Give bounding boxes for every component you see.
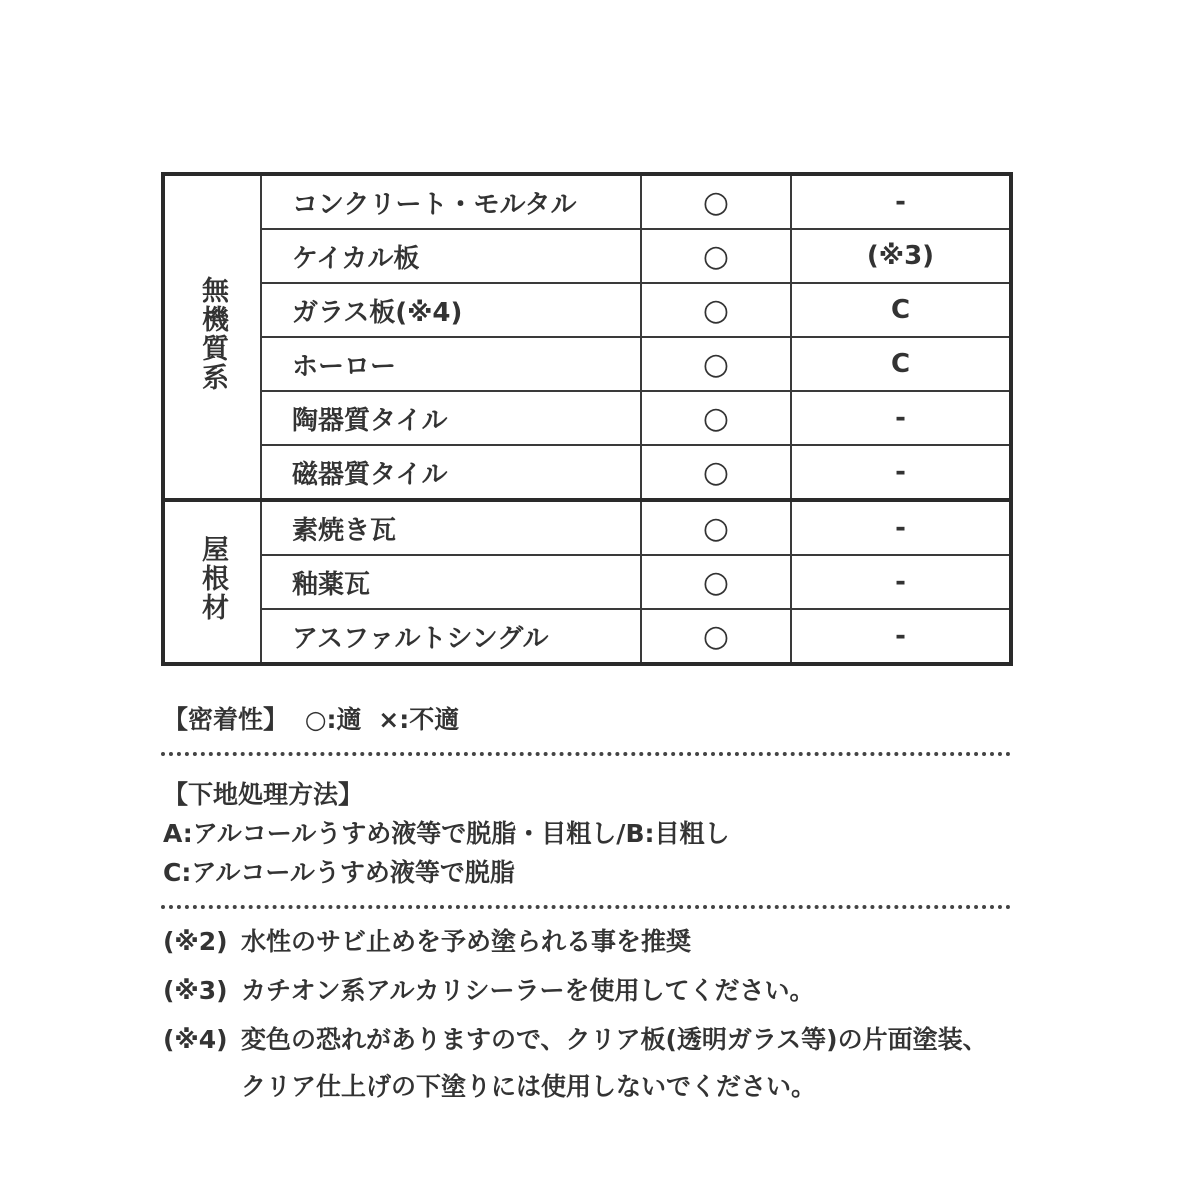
footnote bbox=[163, 974, 988, 1008]
table-row bbox=[163, 174, 1011, 229]
footnote-text: クリア仕上げの下塗りには使用しないでください。 bbox=[241, 1072, 817, 1101]
material-name: 素焼き瓦 bbox=[261, 500, 641, 555]
table-row bbox=[163, 445, 1011, 500]
footnote bbox=[163, 1023, 988, 1104]
prep-method: - bbox=[791, 500, 1011, 555]
adhesion-mark: ○ bbox=[641, 555, 791, 609]
adhesion-mark: ○ bbox=[641, 500, 791, 555]
footnote-key: (※3) bbox=[163, 976, 228, 1005]
table-row bbox=[163, 391, 1011, 445]
prep-method: - bbox=[791, 555, 1011, 609]
material-name: ケイカル板 bbox=[261, 229, 641, 283]
prep-method: - bbox=[791, 609, 1011, 664]
adhesion-mark: ○ bbox=[641, 445, 791, 500]
material-name: ホーロー bbox=[261, 337, 641, 391]
adhesion-mark: ○ bbox=[641, 229, 791, 283]
footnote-text: カチオン系アルカリシーラーを使用してください。 bbox=[241, 976, 815, 1005]
prep-method-line: A:アルコールうすめ液等で脱脂・目粗し/B:目粗し bbox=[163, 819, 730, 848]
table-row bbox=[163, 555, 1011, 609]
prep-method: C bbox=[791, 283, 1011, 337]
material-name: 釉薬瓦 bbox=[261, 555, 641, 609]
material-name: コンクリート・モルタル bbox=[261, 174, 641, 229]
material-name: 陶器質タイル bbox=[261, 391, 641, 445]
footnote bbox=[163, 925, 988, 959]
legend-suitable: ○:適 bbox=[304, 705, 362, 734]
table-row bbox=[163, 500, 1011, 555]
legend-title: 【密着性】 bbox=[163, 705, 289, 734]
dotted-divider bbox=[161, 905, 1011, 909]
footnotes bbox=[163, 925, 988, 1119]
legend-unsuitable: ×:不適 bbox=[378, 705, 460, 734]
prep-method: C bbox=[791, 337, 1011, 391]
material-name: アスファルトシングル bbox=[261, 609, 641, 664]
adhesion-mark: ○ bbox=[641, 391, 791, 445]
adhesion-mark: ○ bbox=[641, 609, 791, 664]
table-row bbox=[163, 337, 1011, 391]
table-row bbox=[163, 229, 1011, 283]
material-name: 磁器質タイル bbox=[261, 445, 641, 500]
material-name: ガラス板(※4) bbox=[261, 283, 641, 337]
dotted-divider bbox=[161, 752, 1011, 756]
footnote-key: (※4) bbox=[163, 1025, 228, 1054]
category-label: 屋根材 bbox=[197, 535, 228, 622]
category-cell bbox=[163, 500, 261, 664]
substrate-compatibility-table bbox=[161, 172, 1013, 666]
adhesion-mark: ○ bbox=[641, 283, 791, 337]
adhesion-mark: ○ bbox=[641, 337, 791, 391]
table-row bbox=[163, 283, 1011, 337]
table-row bbox=[163, 609, 1011, 664]
category-cell bbox=[163, 174, 261, 500]
prep-method: - bbox=[791, 445, 1011, 500]
prep-method: (※3) bbox=[791, 229, 1011, 283]
footnote-key: (※2) bbox=[163, 927, 228, 956]
category-label: 無機質系 bbox=[197, 275, 228, 392]
prep-methods-title: 【下地処理方法】 bbox=[163, 780, 364, 809]
prep-method: - bbox=[791, 174, 1011, 229]
adhesion-legend bbox=[163, 700, 467, 736]
prep-method: - bbox=[791, 391, 1011, 445]
prep-method-line: C:アルコールうすめ液等で脱脂 bbox=[163, 858, 515, 887]
footnote-text: 水性のサビ止めを予め塗られる事を推奨 bbox=[241, 927, 692, 956]
footnote-text: 変色の恐れがありますので、クリア板(透明ガラス等)の片面塗装、 bbox=[241, 1025, 988, 1054]
prep-methods-block bbox=[163, 775, 730, 892]
adhesion-mark: ○ bbox=[641, 174, 791, 229]
